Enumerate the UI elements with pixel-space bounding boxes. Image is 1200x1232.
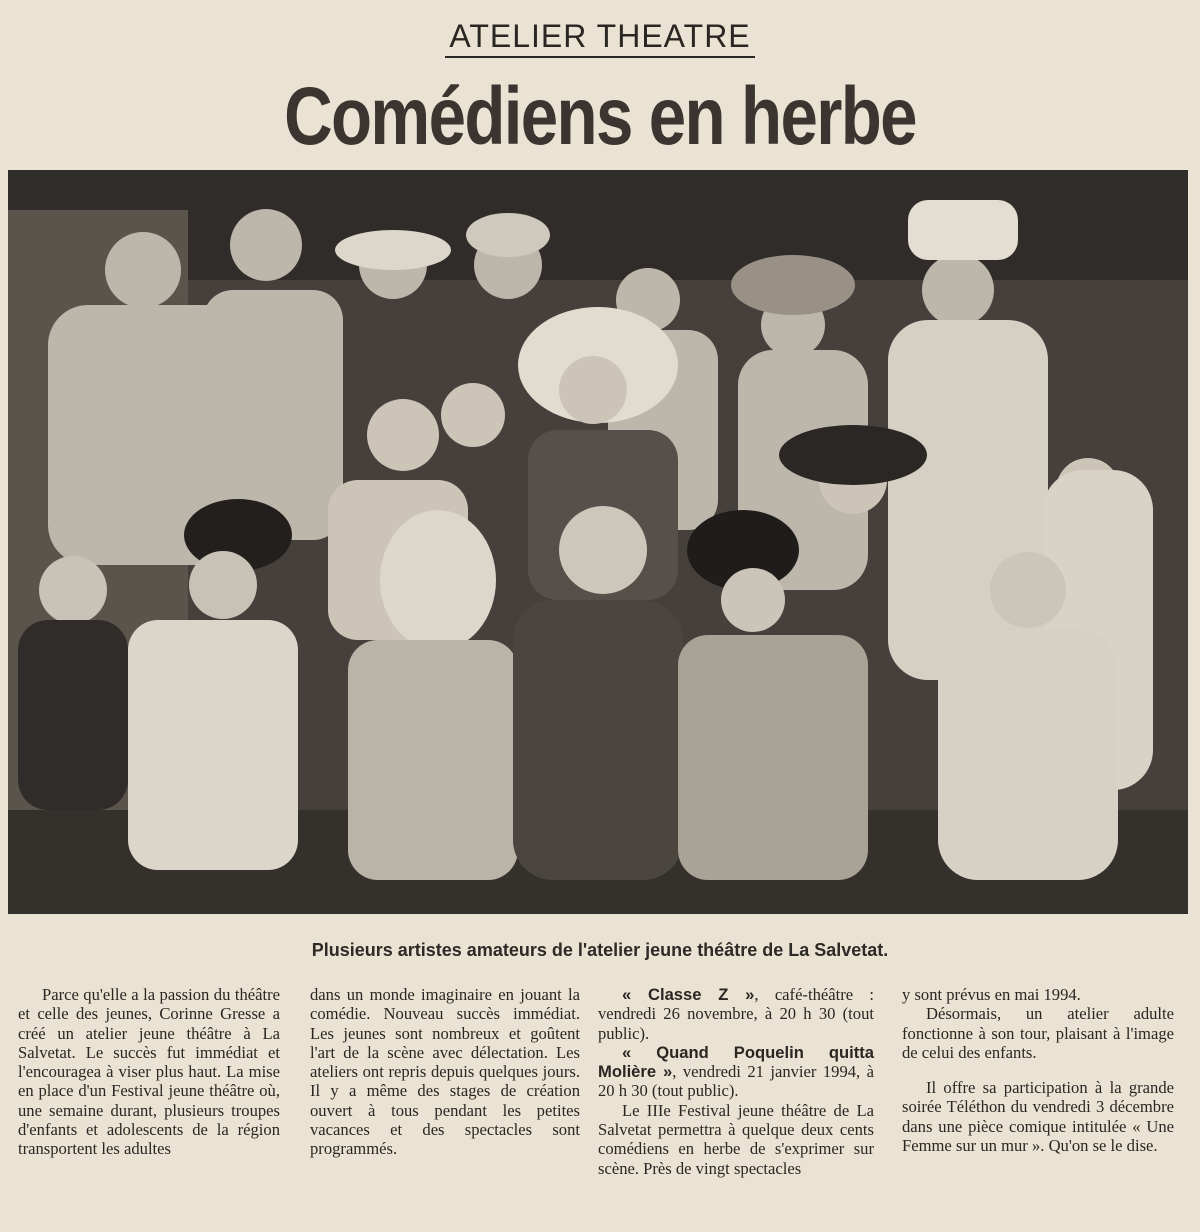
event-item: « Quand Poquelin quitta Molière », vendredi 21 janvier 1994, à 20 h 30 (tout public).: [598, 1042, 875, 1101]
paragraph: Désormais, un atelier adulte fonctionne à son tour, plaisant à l'image de celui des enfants.: [902, 1004, 1174, 1062]
group-photo: [8, 170, 1188, 914]
text-column-3: [598, 985, 874, 1178]
photo-caption: Plusieurs artistes amateurs de l'atelier jeune théâtre de La Salvetat.: [311, 940, 889, 960]
paragraph: Parce qu'elle a la passion du théâtre et celle des jeunes, Corinne Gresse a créé un atelier jeune théâtre à La Salvetat. Le succès fut immédiat et l'encouragea à viser plus haut. La mise en place d'un Festival jeune théâtre où, une semaine durant, plusieurs troupes d'enfants et adolescents de la région transportent les adultes: [18, 985, 280, 1159]
group-photo-illustration: [8, 170, 1188, 914]
paragraph: y sont prévus en mai 1994.: [902, 985, 1081, 1004]
text-column-4: [902, 985, 1174, 1155]
paragraph: dans un monde imaginaire en jouant la comédie. Nouveau succès immédiat. Les jeunes sont nombreux et goûtent l'art de la scène avec délectation. Les ateliers ont repris depuis quelques jours. Il y a même des stages de création ouvert à tous pendant les petites vacances et des spectacles sont programmés.: [310, 985, 580, 1159]
paragraph: Il offre sa participation à la grande soirée Téléthon du vendredi 3 décembre dans une pièce comique intitulée « Une Femme sur un mur ». Qu'on se le dise.: [902, 1078, 1174, 1156]
text-column-1: [18, 985, 280, 1159]
article-kicker: ATELIER THEATRE: [0, 18, 1200, 55]
event-item: « Classe Z », café-théâtre : vendredi 26 novembre, à 20 h 30 (tout public).: [598, 985, 875, 1043]
article-headline: Comédiens en herbe: [284, 71, 916, 162]
text-column-2: [310, 985, 580, 1159]
paragraph: Le IIIe Festival jeune théâtre de La Salvetat permettra à quelque deux cents comédiens en herbe de s'exprimer sur scène. Près de vingt spectacles: [598, 1100, 874, 1178]
